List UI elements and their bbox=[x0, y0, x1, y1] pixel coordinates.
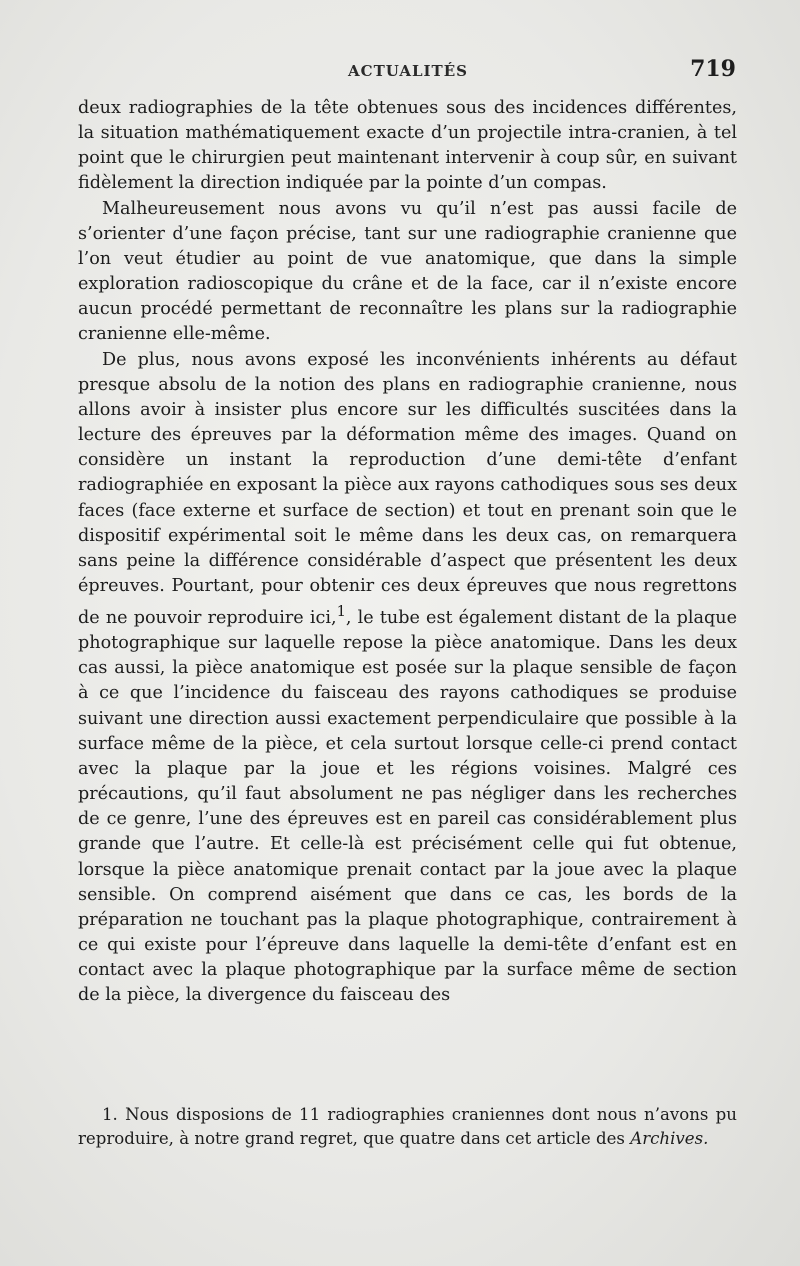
footnote-text: Nous disposions de 11 radiographies craniennes dont nous n’avons pu reproduire, à notre grand regret, que quatre dans cet article des bbox=[78, 1105, 737, 1148]
page-number: 719 bbox=[690, 56, 736, 82]
paragraph-3 bbox=[78, 348, 737, 1009]
footnote bbox=[78, 1103, 737, 1151]
paragraph-3-part-2: , le tube est également distant de la plaque photographique sur laquelle repose la pièce anatomique. Dans les deux cas aussi, la pièce anatomique est posée sur la plaque sensible de façon à ce que l’incidence du faisceau des rayons cathodiques se produise suivant une direction aussi exactement perpendiculaire que possible à la surface même de la pièce, et cela surtout lorsque celle-ci prend contact avec la plaque par la joue et les régions voisines. Malgré ces précautions, qu’il faut absolument ne pas négliger dans les recherches de ce genre, l’une des épreuves est en pareil cas considérablement plus grande que l’autre. Et celle-là est précisément celle qui fut obtenue, lorsque la pièce anatomique prenait contact par la joue avec la plaque sensible. On comprend aisément que dans ce cas, les bords de la préparation ne touchant pas la plaque photographique, contrairement à ce qui existe pour l’épreuve dans laquelle la demi-tête d’enfant est en contact avec la plaque photographique par la surface même de section de la pièce, la divergence du faisceau des bbox=[78, 607, 738, 1006]
paragraph-2: Malheureusement nous avons vu qu’il n’est pas aussi facile de s’orienter d’une façon précise, tant sur une radiographie cranienne que l’on veut étudier au point de vue anatomique, que dans la simple exploration radioscopique du crâne et de la face, car il n’existe encore aucun procédé permettant de reconnaître les plans sur la radiographie cranienne elle-même. bbox=[78, 198, 737, 345]
running-head: ACTUALITÉS bbox=[348, 62, 468, 80]
footnote-journal: Archives. bbox=[630, 1129, 709, 1148]
page-header bbox=[78, 56, 738, 90]
paragraph-1: deux radiographies de la tête obtenues sous des incidences différentes, la situation mathématiquement exacte d’un projectile intra-cranien, à tel point que le chirurgien peut maintenant intervenir à coup sûr, en suivant fidèlement la direction indiquée par la pointe d’un compas. bbox=[78, 98, 737, 194]
paragraph-3-part-1: De plus, nous avons exposé les inconvénients inhérents au défaut presque absolu de la notion des plans en radiographie cranienne, nous allons avoir à insister plus encore sur les difficultés suscitées dans la lecture des épreuves par la déformation même des images. Quand on considère un instant la reproduction d’une demi-tête d’enfant radiographiée en exposant la pièce aux rayons cathodiques sous ses deux faces (face externe et surface de section) et tout en prenant soin que le dispositif expérimental soit le même dans les deux cas, on remarquera sans peine la différence considérable d’aspect que présentent les deux épreuves. Pourtant, pour obtenir ces deux épreuves que nous regrettons de ne pouvoir reproduire ici, bbox=[78, 349, 737, 628]
body-text bbox=[78, 96, 737, 1008]
footnote-reference: 1 bbox=[336, 603, 346, 621]
footnote-number: 1. bbox=[102, 1105, 118, 1124]
